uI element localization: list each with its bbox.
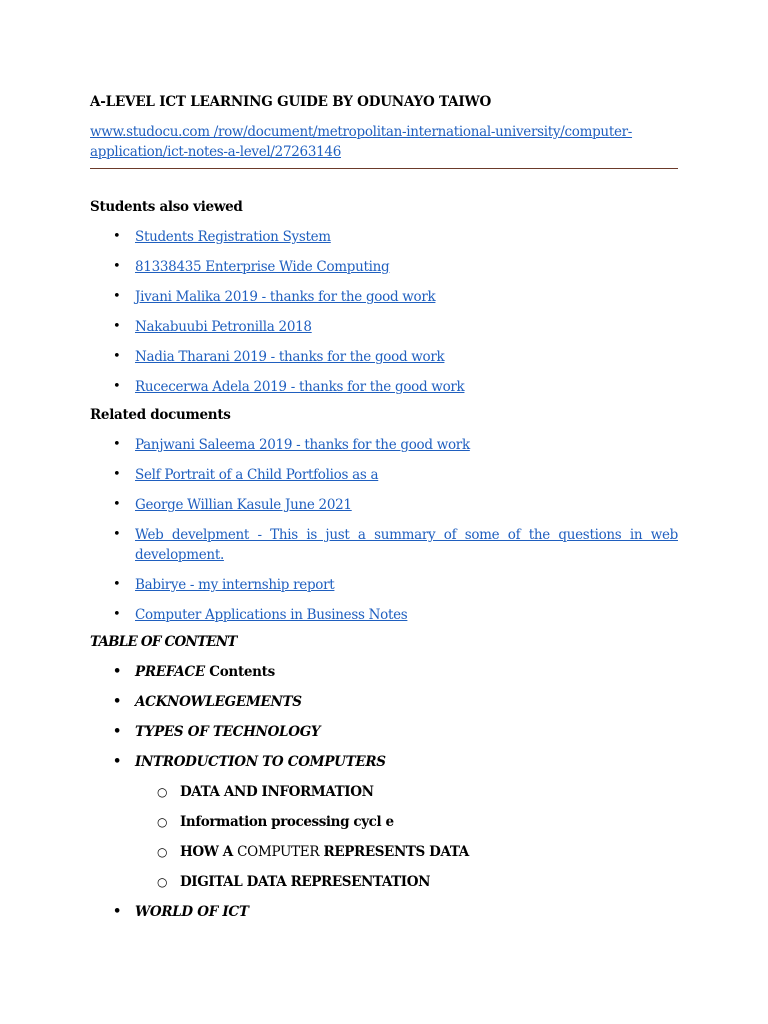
list-item [90,347,678,367]
related-documents-heading: Related documents [90,407,231,423]
circle-bullet-icon: ○ [157,815,168,829]
toc-subitem-label: DATA AND INFORMATION [180,784,374,800]
toc-item-world-of-ict [90,902,678,922]
circle-bullet-icon: ○ [157,845,168,859]
toc-item-label: TYPES OF TECHNOLOGY [135,724,321,740]
list-item [90,435,678,455]
list-item [90,575,678,595]
students-also-viewed-list [90,227,678,397]
bullet-icon: • [113,694,122,709]
toc-item-preface [90,662,678,682]
document-title: A-LEVEL ICT LEARNING GUIDE BY ODUNAYO TAIWO [90,94,492,110]
bullet-icon: • [113,319,121,334]
list-item [90,465,678,485]
students-also-viewed-link[interactable]: Jivani Malika 2019 - thanks for the good work [135,289,436,305]
students-also-viewed-link[interactable]: Students Registration System [135,229,331,245]
students-also-viewed-link[interactable]: 81338435 Enterprise Wide Computing [135,259,390,275]
bullet-icon: • [113,577,121,592]
toc-item-introduction-to-computers [90,752,678,772]
toc-subitem-data-and-information [90,782,678,802]
list-item [90,495,678,515]
table-of-content-list [90,662,678,772]
list-item [90,227,678,247]
source-link-line-2: application/ict-notes-a-level/27263146 [90,144,341,160]
bullet-icon: • [113,379,121,394]
related-document-link[interactable]: Computer Applications in Business Notes [135,607,408,623]
students-also-viewed-heading: Students also viewed [90,199,243,215]
bullet-icon: • [113,754,122,769]
bullet-icon: • [113,904,122,919]
list-item [90,377,678,397]
students-also-viewed-link[interactable]: Rucecerwa Adela 2019 - thanks for the good work [135,379,465,395]
students-also-viewed-link[interactable]: Nakabuubi Petronilla 2018 [135,319,312,335]
bullet-icon: • [113,527,121,542]
toc-item-label: WORLD OF ICT [135,904,249,920]
toc-item-suffix: Contents [204,664,275,680]
toc-subitem-information-processing-cycle [90,812,678,832]
toc-subitem-label: DIGITAL DATA REPRESENTATION [180,874,431,890]
list-item [90,525,678,565]
related-document-link[interactable]: Babirye - my internship report [135,577,335,593]
bullet-icon: • [113,349,121,364]
bullet-icon: • [113,607,121,622]
toc-subitem-label-post: REPRESENTS DATA [319,844,469,860]
circle-bullet-icon: ○ [157,875,168,889]
toc-item-label: INTRODUCTION TO COMPUTERS [135,754,386,770]
list-item [90,287,678,307]
document-page [90,92,678,922]
related-document-link[interactable]: Self Portrait of a Child Portfolios as a [135,467,379,483]
bullet-icon: • [113,664,122,679]
toc-subitem-label-pre: HOW A [180,844,238,860]
toc-subitem-how-a-computer-represents-data [90,842,678,862]
related-documents-list [90,435,678,625]
source-link-line-1: www.studocu.com /row/document/metropolitan-international-university/computer- [90,124,633,140]
related-document-link[interactable]: George Willian Kasule June 2021 [135,497,352,513]
toc-item-label: ACKNOWLEGEMENTS [135,694,302,710]
toc-subitem-label-mid: COMPUTER [237,844,320,860]
table-of-content-heading: TABLE OF CONTENT [90,634,237,650]
bullet-icon: • [113,467,121,482]
toc-item-types-of-technology [90,722,678,742]
toc-subitem-digital-data-representation [90,872,678,892]
bullet-icon: • [113,289,121,304]
list-item [90,605,678,625]
table-of-content-list-continued [90,902,678,922]
bullet-icon: • [113,259,121,274]
students-also-viewed-link[interactable]: Nadia Tharani 2019 - thanks for the good work [135,349,445,365]
related-document-link[interactable]: Panjwani Saleema 2019 - thanks for the good work [135,437,470,453]
bullet-icon: • [113,497,121,512]
toc-item-label: PREFACE [135,664,205,680]
toc-item-acknowlegements [90,692,678,712]
bullet-icon: • [113,437,121,452]
bullet-icon: • [113,724,122,739]
horizontal-rule [90,168,678,169]
related-document-link[interactable]: Web develpment - This is just a summary of some of the questions in web development. [135,527,678,563]
bullet-icon: • [113,229,121,244]
table-of-content-sublist [90,782,678,892]
list-item [90,257,678,277]
list-item [90,317,678,337]
circle-bullet-icon: ○ [157,785,168,799]
toc-subitem-label: Information processing cycl e [180,814,394,830]
source-link[interactable] [90,122,678,162]
